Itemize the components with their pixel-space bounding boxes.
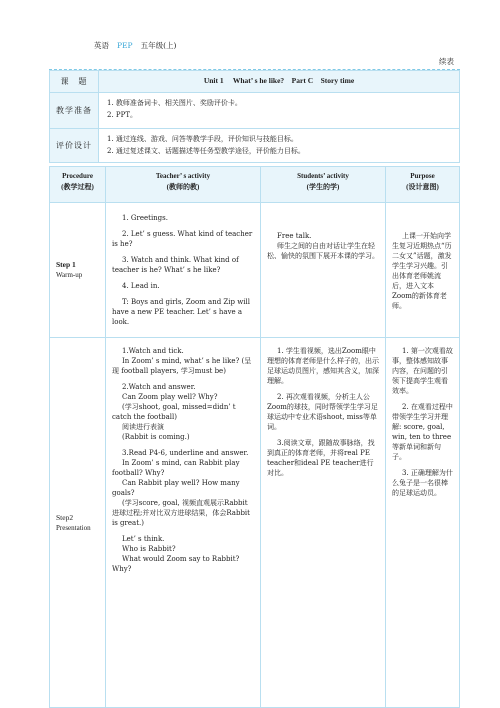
procedure-table bbox=[49, 166, 460, 708]
grade: 五年级(上) bbox=[140, 41, 177, 50]
step-cell bbox=[50, 338, 106, 708]
step-cell bbox=[50, 203, 106, 338]
prep-label: 教学准备 bbox=[50, 93, 99, 129]
running-header bbox=[94, 40, 176, 51]
col-procedure: Procedure (教学过程) bbox=[50, 167, 106, 203]
step-name: Step2 bbox=[56, 512, 74, 522]
eval-label: 评价设计 bbox=[50, 129, 99, 163]
table-row bbox=[50, 203, 460, 338]
prep-line: 2. PPT。 bbox=[107, 111, 137, 119]
step-name: Step 1 bbox=[56, 260, 76, 269]
prep-content bbox=[99, 93, 460, 129]
purpose: 1. 第一次观看故事，整体感知故事内容，在问题的引领下提高学生观看效率。 2. 在观看过程中带领学生学习并理解: score, goal, win, ten to three等新单词和新句子。 3. 正确理解为什么兔子是一名很棒的足球运动员。 bbox=[386, 338, 460, 708]
step-sub: Presentation bbox=[56, 523, 91, 532]
student-activity: 1. 学生看视频，选出Zoom眼中理想的体育老师是什么样子的，出示足球运动员图片，感知其含义，加深理解。 2. 再次观看视频，分析主人公Zoom的球技，同时帮领学生学习足球运动中专业术语shoot, miss等单词。 3.阅读文章，跟随故事脉络，找到真正的体育老师，并将real PE teacher和ideal PE teacher进行对比。 bbox=[261, 338, 386, 708]
overview-table bbox=[49, 70, 460, 163]
subject: 英语 bbox=[94, 41, 109, 50]
purpose: 上课一开始向学生复习近期热点“历二女又”话题，激发学生学习兴趣。引出体育老师姚流后，进入文本Zoom的新体育老师。 bbox=[386, 203, 460, 338]
lesson-title: Unit 1 What’ s he like? Part C Story time bbox=[99, 71, 460, 93]
eval-line: 2. 通过复述课文、话题描述等任务型教学途径，评价能力目标。 bbox=[107, 147, 305, 155]
eval-line: 1. 通过连线、游戏、问答等教学手段，评价知识与技能目标。 bbox=[107, 135, 298, 143]
topic-label: 课 题 bbox=[50, 71, 99, 93]
teacher-activity: 1. Greetings. 2. Let’ s guess. What kind of teacher is he? 3. Watch and think. What kind of teacher is he? What’ s he like? 4. Lead in. T: Boys and girls, Zoom and Zip will have a new PE teacher. Let’ s have a look. bbox=[106, 203, 261, 338]
teacher-activity: 1.Watch and tick. In Zoom’ s mind, what’ s he like? (呈现 football players, 学习must be) 2.Watch and answer. Can Zoom play well? Why? (学习shoot, goal, missed=didn’ t catch the football) 阅读进行表演 (Rabbit is coming.) 3.Read P4-6, underline and answer. In Zoom’ s mind, can Rabbit play football? Why? Can Rabbit play well? How many goals? (学习score, goal, 视频直观展示Rabbit进球过程;并对比双方进球结果，体会Rabbit is great.) Let’ s think. Who is Rabbit? What would Zoom say to Rabbit? Why? bbox=[106, 338, 261, 708]
col-purpose: Purpose (设计意图) bbox=[386, 167, 460, 203]
table-row bbox=[50, 338, 460, 708]
step-sub: Warm-up bbox=[56, 271, 83, 279]
col-students: Students’ activity (学生的学) bbox=[261, 167, 386, 203]
prep-line: 1. 教师准备词卡、相关图片、奖励评价卡。 bbox=[107, 99, 242, 107]
series-label: PEP bbox=[117, 41, 133, 50]
eval-content bbox=[99, 129, 460, 163]
continued-label: 续表 bbox=[439, 57, 454, 66]
student-activity: Free talk. 师生之间的自由对话让学生在轻松、愉快的氛围下展开本课的学习。 bbox=[261, 203, 386, 338]
col-teacher: Teacher’ s activity (教师的教) bbox=[106, 167, 261, 203]
